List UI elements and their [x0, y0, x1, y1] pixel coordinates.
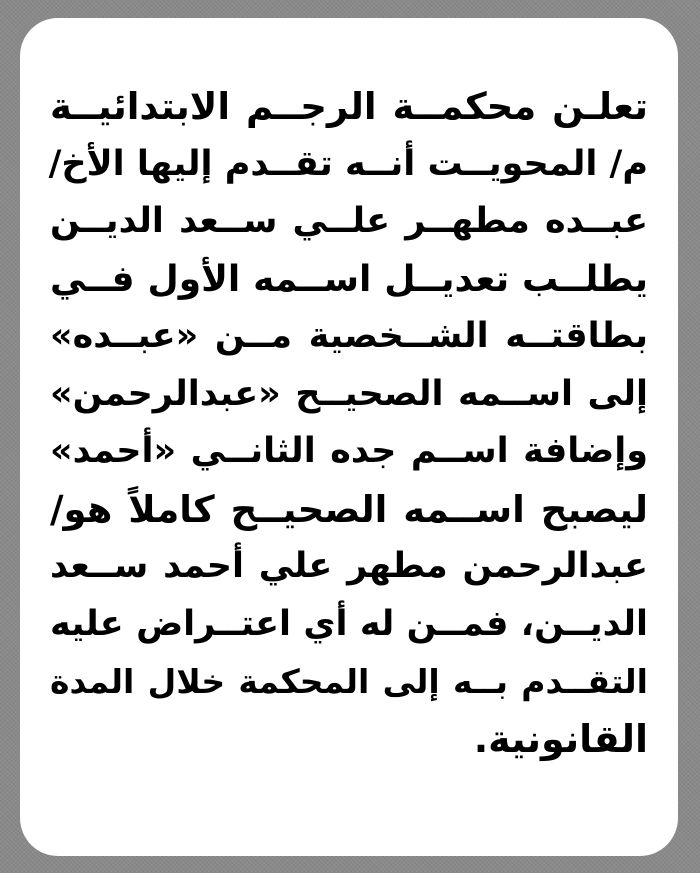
- notice-line-10: الديــن، فمــن له أي اعتــراض عليه: [50, 603, 648, 644]
- notice-line-1: تعلـن محكمــة الرجــم الابتدائيــة: [50, 85, 648, 128]
- notice-line-8: ليصبح اســمه الصحيــح كاملاً هو/: [50, 487, 648, 531]
- notice-line-7: وإضافة اســم جده الثانــي «أحمد»: [50, 431, 648, 471]
- notice-line-9: عبدالرحمن مطهر علي أحمد ســعد: [50, 546, 648, 586]
- notice-line-5: بطاقتــه الشــخصية مــن «عبــده»: [50, 316, 648, 356]
- notice-line-6: إلى اســمه الصحيــح «عبدالرحمن»: [50, 373, 648, 414]
- notice-card: [20, 18, 678, 856]
- notice-line-4: يطلــب تعديــل اســمه الأول فــي: [50, 258, 648, 300]
- notice-line-12: القانونية.: [473, 716, 648, 761]
- notice-line-11: التقــدم بــه إلى المحكمة خلال المدة: [50, 662, 648, 701]
- notice-line-2: م/ المحويــت أنــه تقــدم إليها الأخ/: [48, 143, 648, 184]
- notice-line-3: عبــده مطهــر علــي ســعد الديــن: [50, 201, 648, 241]
- notice-text: [50, 78, 648, 768]
